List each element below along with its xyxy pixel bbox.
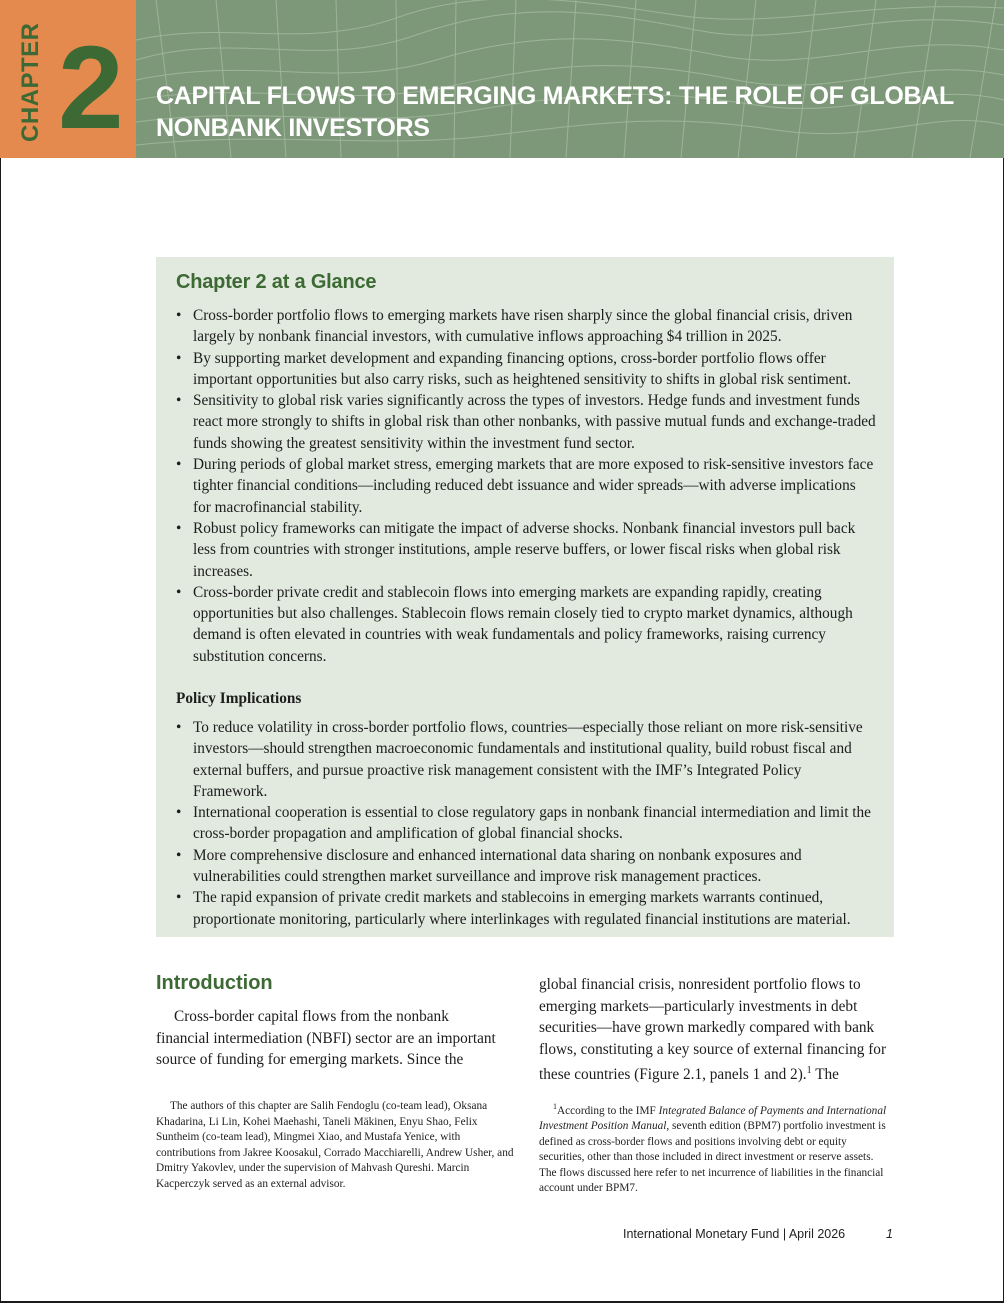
- bullet-icon: •: [176, 846, 182, 864]
- glance-bullet: • Cross-border private credit and stablecoin flows into emerging markets are expanding rapidly, creating opportunities but also challenges. Stablecoin flows remain closely tied to crypto market dynamics, although demand is often elevated in countries with weak fundamentals and policy frameworks, raising currency substitution concerns.: [176, 583, 853, 665]
- glance-bullet-list: [176, 305, 876, 667]
- footnote-1: $^1$According to the IMF Integrated Balance of Payments and International Investment Position Manual, seventh edition (BPM7) portfolio investment is defined as cross-border flows and positions involving debt or equity securities, other than those included in direct investment or reserve assets. The flows discussed here refer to net incurrence of liabilities in the financial account under BPM7.: [539, 1102, 887, 1195]
- glance-bullet: • By supporting market development and expanding financing options, cross-border portfolio flows offer important opportunities but also carry risks, such as heightened sensitivity to shifts in global risk sentiment.: [176, 349, 852, 388]
- chapter-label: CHAPTER: [17, 22, 44, 142]
- intro-paragraph-right: global financial crisis, nonresident portfolio flows to emerging markets—particularly investments in debt securities—have grown markedly compared with bank flows, constituting a key source of external financing for these countries (Figure 2.1, panels 1 and 2).$^1$ The: [539, 976, 887, 1084]
- policy-bullet-list: [176, 717, 876, 930]
- chapter-title-line-2: NONBANK INVESTORS: [156, 114, 430, 142]
- bullet-icon: •: [176, 349, 182, 367]
- footer-publisher: International Monetary Fund | April 2026: [623, 1227, 846, 1241]
- page-number: 1: [886, 1227, 893, 1241]
- policy-bullet: • More comprehensive disclosure and enhanced international data sharing on nonbank exposures and vulnerabilities could strengthen market surveillance and improve risk management practices.: [176, 846, 802, 886]
- bullet-icon: •: [176, 804, 182, 822]
- chapter-number: 2: [58, 22, 120, 154]
- policy-bullet: • International cooperation is essential to close regulatory gaps in nonbank financial intermediation and limit the cross-border propagation and amplification of global financial shocks.: [176, 804, 871, 843]
- bullet-icon: •: [176, 456, 182, 474]
- policy-implications-heading: Policy Implications: [176, 690, 302, 707]
- chapter-at-a-glance-box: [156, 257, 894, 937]
- bullet-icon: •: [176, 392, 182, 410]
- glance-bullet: • Cross-border portfolio flows to emerging markets have risen sharply since the global financial crisis, driven largely by nonbank financial investors, with cumulative inflows approaching $4 trillion in 2025.: [176, 307, 853, 346]
- bullet-icon: •: [176, 583, 182, 601]
- glance-bullet: • Sensitivity to global risk varies significantly across the types of investors. Hedge funds and investment funds react more strongly to shifts in global risk than other nonbanks, with passive mutual funds and exchange-traded funds showing the greatest sensitivity within the investment fund sector.: [176, 392, 876, 452]
- chapter-title-line-1: CAPITAL FLOWS TO EMERGING MARKETS: THE ROLE OF GLOBAL: [156, 82, 954, 110]
- policy-bullet: • To reduce volatility in cross-border portfolio flows, countries—especially those reliant on more risk-sensitive investors—should strengthen macroeconomic fundamentals and institutional quality, build robust fiscal and external buffers, and pursue proactive risk management consistent with the IMF’s Integrated Policy Framework.: [176, 719, 863, 800]
- manual-title: Integrated Balance of Payments and International Investment Position Manual: [539, 1104, 887, 1133]
- bullet-icon: •: [176, 519, 182, 537]
- chapter-header: [0, 0, 1004, 158]
- bullet-icon: •: [176, 307, 182, 324]
- bullet-icon: •: [176, 719, 182, 736]
- intro-paragraph-left: Cross-border capital flows from the nonbank financial intermediation (NBFI) sector are an important source of funding for emerging markets. Since the: [156, 1008, 496, 1068]
- footnote-ref[interactable]: 1: [806, 1065, 812, 1076]
- chapter-title: [156, 80, 956, 144]
- glance-bullet: • Robust policy frameworks can mitigate the impact of adverse shocks. Nonbank financial investors pull back less from countries with stronger institutions, ample reserve buffers, or lower fiscal risks when global risk increases.: [176, 519, 856, 580]
- footnote-number: 1: [553, 1102, 557, 1111]
- glance-bullet: • During periods of global market stress, emerging markets that are more exposed to risk-sensitive investors face tighter financial conditions—including reduced debt issuance and wider spreads—with adverse implications for macrofinancial stability.: [176, 456, 874, 516]
- policy-bullet: • The rapid expansion of private credit markets and stablecoins in emerging markets warrants continued, proportionate monitoring, particularly where interlinkages with regulated financial institutions are material.: [176, 889, 851, 928]
- bullet-icon: •: [176, 889, 182, 907]
- glance-title: Chapter 2 at a Glance: [176, 271, 377, 293]
- introduction-heading: Introduction: [156, 972, 273, 994]
- authors-footnote: The authors of this chapter are Salih Fendoglu (co-team lead), Oksana Khadarina, Li Lin, Kohei Maehashi, Taneli Mäkinen, Enyu Shao, Felix Suntheim (co-team lead), Mingmei Xiao, and Mustafa Yenice, with contributions from Jakree Koosakul, Corrado Macchiarelli, Andrew Usher, and Dmitry Yakovlev, under the supervision of Mahvash Qureshi. Marcin Kacperczyk served as an external advisor.: [156, 1100, 514, 1190]
- chapter-badge: [0, 0, 136, 158]
